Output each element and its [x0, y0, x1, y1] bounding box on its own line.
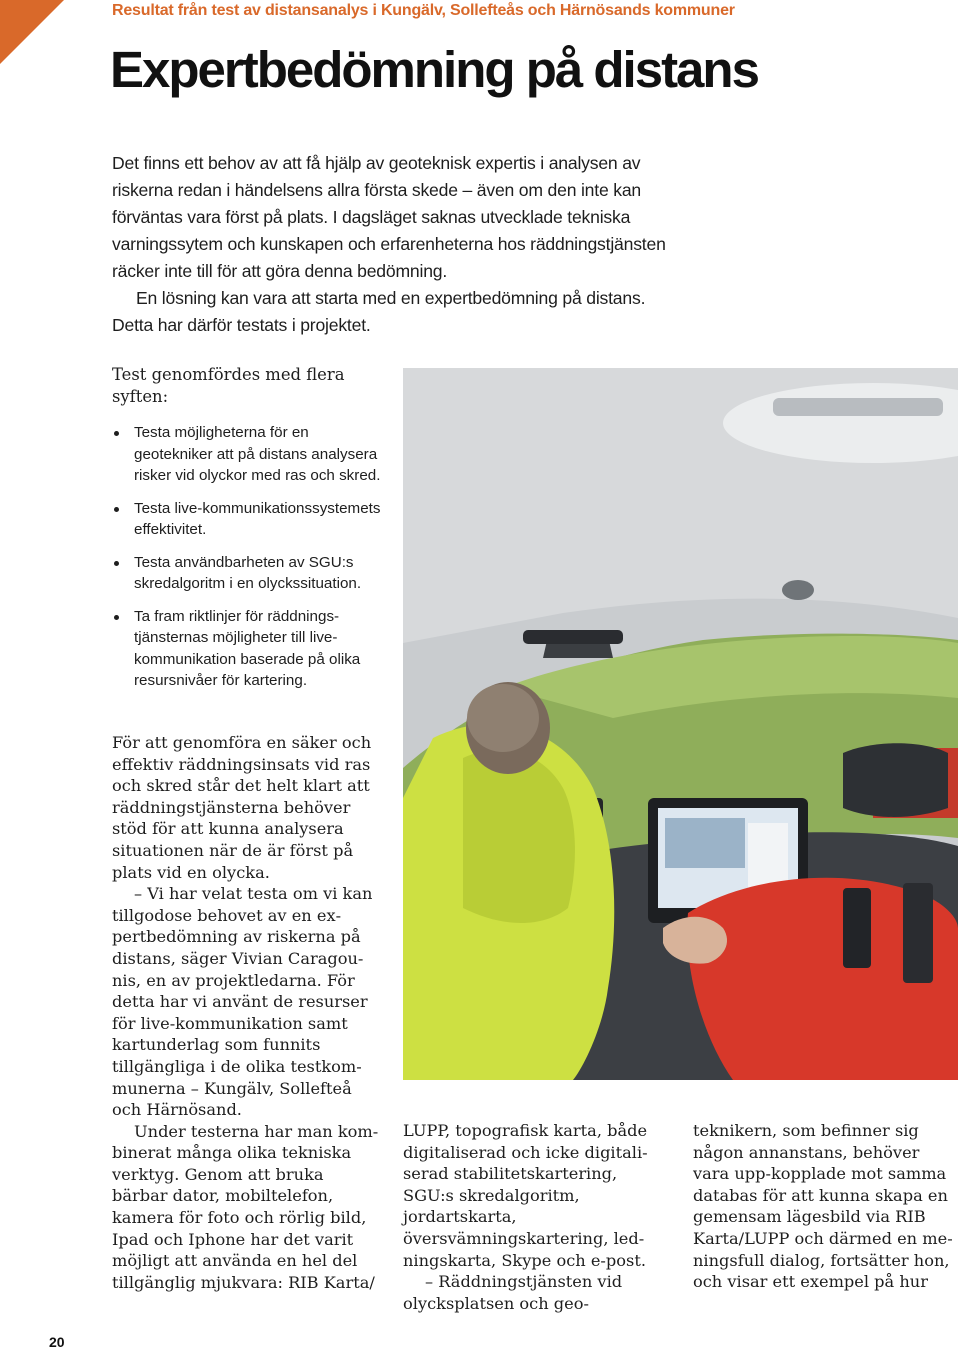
- running-head: Resultat från test av distansanalys i Kungälv, Sollefteås och Härnösands kommuner: [112, 2, 735, 19]
- lead-paragraph: Det finns ett behov av att få hjälp av geoteknisk expertis i analysen av riskerna redan i händelsens allra första skede – även om den inte kan förväntas vara först på plats. I dagsläget saknas utvecklade tekniska varningssytem och kunskapen och erfarenheterna hos räddningstjänsten räcker inte till för att göra denna bedömning.: [112, 153, 666, 281]
- purposes-list: [112, 422, 384, 692]
- body-column-right: [693, 1120, 955, 1293]
- bullet-icon: [114, 507, 119, 512]
- body-paragraph: teknikern, som befinner sig någon annanstans, behöver vara upp-kopplade mot samma databas för att kunna skapa en gemensam lägesbild via RIB Karta/LUPP och därmed en meningsfull dialog, fortsätter hon, och visar ett exempel på hur: [693, 1121, 953, 1292]
- purposes-section: [112, 364, 384, 703]
- body-paragraph: – Räddningstjänsten vid olycksplatsen och geo-: [403, 1272, 623, 1313]
- page-title: Expertbedömning på distans: [110, 41, 758, 98]
- list-item: [112, 498, 384, 541]
- body-paragraph: – Vi har velat testa om vi kan tillgodose behovet av en expertbedömning av riskerna på distans, säger Vivian Caragounis, en av projektledarna. För detta har vi använt de resurser för live-kommunikation samt kartunderlag som funnits tillgängliga i de olika testkommunerna – Kungälv, Sollefteå och Härnösand.: [112, 884, 373, 1120]
- list-item-text: Testa live-kommunikationssystemets effektivitet.: [134, 499, 381, 538]
- purposes-intro: Test genomfördes med flera syften:: [112, 365, 345, 406]
- list-item: [112, 552, 384, 595]
- photo-car-interior: [403, 368, 958, 1080]
- page-number: 20: [49, 1334, 65, 1350]
- bullet-icon: [114, 615, 119, 620]
- list-item: [112, 422, 384, 487]
- bullet-icon: [114, 561, 119, 566]
- body-paragraph: För att genomföra en säker och effektiv räddningsinsats vid ras och skred står det helt klart att räddningstjänsterna behöver stöd för att kunna analysera situationen när de är först på plats vid en olycka.: [112, 733, 372, 882]
- body-column-middle: [403, 1120, 671, 1314]
- list-item-text: Ta fram riktlinjer för räddningstjänsternas möjligheter till livekommunikation baserade på olika resursnivåer för kartering.: [134, 607, 361, 689]
- corner-triangle: [0, 0, 64, 64]
- list-item-text: Testa möjligheterna för en geotekniker att på distans analysera risker vid olyckor med ras och skred.: [134, 424, 381, 484]
- body-paragraph: LUPP, topografisk karta, både digitaliserad och icke digitaliserad stabilitetskartering, SGU:s skredalgoritm, jordartskarta, översvämningskartering, ledningskarta, Skype och e-post.: [403, 1121, 648, 1270]
- body-column-left: [112, 732, 384, 1293]
- list-item-text: Testa användbarheten av SGU:s skredalgoritm i en olyckssituation.: [134, 553, 362, 592]
- body-paragraph: Under testerna har man kombinerat många olika tekniska verktyg. Genom att bruka bärbar dator, mobiltelefon, kamera för foto och rörlig bild, Ipad och Iphone har det varit möjligt att använda en hel del tillgänglig mjukvara: RIB Karta/: [112, 1121, 379, 1292]
- list-item: [112, 606, 384, 692]
- lead-paragraph: En lösning kan vara att starta med en expertbedömning på distans. Detta har därför testats i projektet.: [112, 288, 646, 335]
- lead-paragraphs: [112, 150, 682, 339]
- bullet-icon: [114, 431, 119, 436]
- car-interior-illustration: [403, 368, 958, 1080]
